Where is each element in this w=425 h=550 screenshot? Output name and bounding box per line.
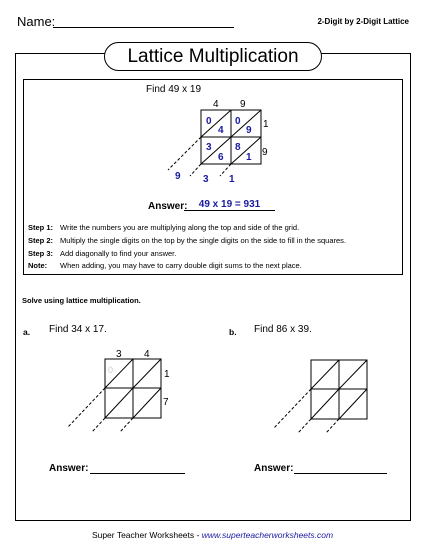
- problem-b-diag: [339, 389, 367, 419]
- example-top-digit: 9: [240, 99, 246, 110]
- problem-a-prompt: Find 34 x 17.: [49, 324, 107, 335]
- example-cell-ones: 9: [246, 125, 252, 136]
- problem-a-side-digit: 7: [163, 397, 169, 408]
- example-prompt: Find 49 x 19: [146, 84, 202, 95]
- problem-b-label: b.: [229, 327, 237, 337]
- footer: [0, 530, 425, 540]
- name-label: Name:: [17, 14, 56, 29]
- problem-b-prompt: Find 86 x 39.: [254, 324, 312, 335]
- example-side-digit: 1: [263, 119, 269, 130]
- problem-a-hint-digit: 0: [108, 365, 114, 375]
- problem-b-diag: [311, 360, 339, 389]
- example-top-digit: 4: [213, 99, 219, 110]
- problem-b-diag-ext: [298, 419, 311, 433]
- problem-a-top-digit: 4: [144, 349, 150, 360]
- step-text: Write the numbers you are multiplying along the top and side of the grid.: [60, 223, 300, 232]
- instruction-text: Solve using lattice multiplication.: [22, 296, 141, 305]
- step-key: Step 1:: [28, 223, 54, 232]
- step-key: Step 2:: [28, 236, 54, 245]
- page-title: Lattice Multiplication: [104, 42, 322, 71]
- example-cell-tens: 3: [206, 142, 212, 153]
- example-cell-tens: 8: [235, 142, 241, 153]
- footer-brand: Super Teacher Worksheets: [91, 530, 195, 540]
- step-text: Add diagonally to find your answer.: [60, 249, 177, 258]
- example-cell-tens: 0: [206, 116, 212, 127]
- step-key: Note:: [28, 261, 48, 270]
- step-text: When adding, you may have to carry double digit sums to the next place.: [60, 261, 302, 270]
- problem-a-side-digit: 1: [164, 369, 170, 380]
- problem-b-diag-ext: [274, 389, 311, 428]
- example-cell-tens: 0: [235, 116, 241, 127]
- step-key: Step 3:: [28, 249, 54, 258]
- problem-b-diag: [311, 389, 339, 419]
- problem-a-answer-label: Answer:: [49, 463, 89, 474]
- worksheet-tag: 2-Digit by 2-Digit Lattice: [317, 17, 409, 26]
- problem-b-diag: [339, 360, 367, 389]
- problem-a-label: a.: [23, 327, 31, 337]
- example-side-digit: 9: [262, 147, 268, 158]
- problem-b-answer-line[interactable]: [294, 473, 387, 474]
- footer-url-link[interactable]: www.superteacherworksheets.com: [201, 530, 334, 540]
- problem-a-top-digit: 3: [116, 349, 122, 360]
- example-sum-digit: 1: [229, 174, 235, 185]
- footer-separator: -: [194, 530, 202, 540]
- problem-b-answer-label: Answer:: [254, 463, 294, 474]
- example-answer-value: 49 x 19 = 931: [198, 199, 261, 210]
- example-cell-ones: 6: [218, 152, 224, 163]
- example-cell-ones: 4: [218, 125, 224, 136]
- example-sum-digit: 9: [175, 171, 181, 182]
- problem-b-diag-ext: [326, 419, 339, 433]
- example-cell-ones: 1: [246, 152, 252, 163]
- example-sum-digit: 3: [203, 174, 209, 185]
- example-answer-label: Answer:: [148, 201, 188, 212]
- step-text: Multiply the single digits on the top by the single digits on the side to fill in the squares.: [60, 236, 346, 245]
